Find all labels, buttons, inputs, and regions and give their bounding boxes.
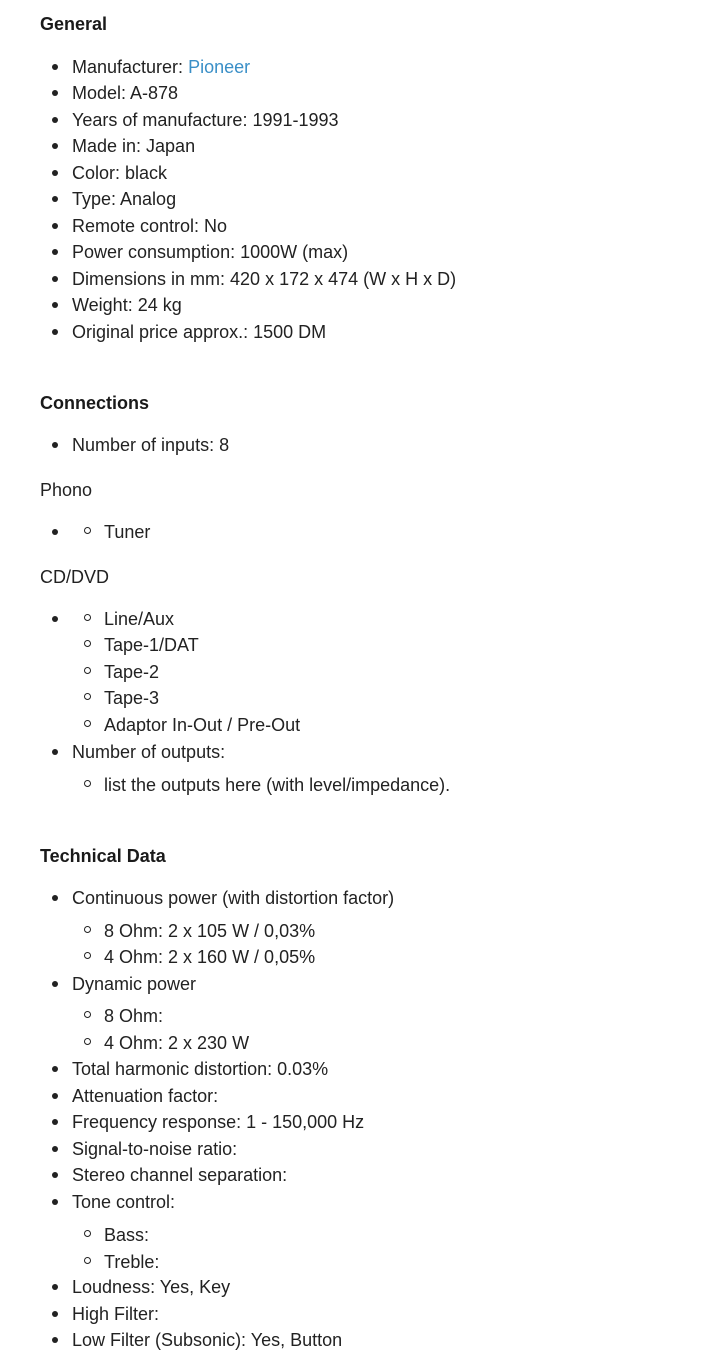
bullet — [52, 143, 58, 149]
list-item: Remote control: No — [72, 216, 228, 236]
paragraph-cd-dvd: CD/DVD — [40, 567, 110, 587]
sub-bullet — [84, 1011, 91, 1018]
sub-bullet — [84, 667, 91, 674]
list-item: Frequency response: 1 - 150,000 Hz — [72, 1112, 365, 1132]
bullet — [52, 1172, 58, 1178]
sub-bullet — [84, 720, 91, 727]
sub-list-item: 4 Ohm: 2 x 160 W / 0,05% — [104, 947, 316, 967]
manufacturer-link[interactable]: Pioneer — [188, 57, 251, 77]
sub-bullet — [84, 926, 91, 933]
bullet — [52, 90, 58, 96]
heading-connections: Connections — [40, 393, 150, 413]
sub-list-item: 8 Ohm: — [104, 1006, 164, 1026]
bullet — [52, 1337, 58, 1343]
sub-list-item: Tuner — [104, 522, 151, 542]
list-item: Loudness: Yes, Key — [72, 1277, 231, 1297]
sub-list-item: Bass: — [104, 1225, 150, 1245]
list-item: Total harmonic distortion: 0.03% — [72, 1059, 329, 1079]
bullet — [52, 981, 58, 987]
sub-list-item: Adaptor In-Out / Pre-Out — [104, 715, 301, 735]
list-item: Power consumption: 1000W (max) — [72, 242, 349, 262]
sub-bullet — [84, 1038, 91, 1045]
bullet — [52, 276, 58, 282]
list-item: Continuous power (with distortion factor) — [72, 888, 395, 908]
sub-list-item: list the outputs here (with level/impedance). — [104, 775, 451, 795]
bullet — [52, 302, 58, 308]
bullet — [52, 616, 58, 622]
list-item: Model: A-878 — [72, 83, 179, 103]
list-item: Color: black — [72, 163, 168, 183]
bullet — [52, 1093, 58, 1099]
sub-bullet — [84, 1257, 91, 1264]
bullet — [52, 1199, 58, 1205]
list-item: Attenuation factor: — [72, 1086, 219, 1106]
bullet — [52, 64, 58, 70]
list-item: Signal-to-noise ratio: — [72, 1139, 238, 1159]
bullet — [52, 1284, 58, 1290]
bullet — [52, 749, 58, 755]
list-item: Dynamic power — [72, 974, 197, 994]
paragraph-phono: Phono — [40, 480, 93, 500]
bullet — [52, 329, 58, 335]
bullet — [52, 1311, 58, 1317]
list-item: Made in: Japan — [72, 136, 196, 156]
list-item: Dimensions in mm: 420 x 172 x 474 (W x H x D) — [72, 269, 457, 289]
list-item: Type: Analog — [72, 189, 177, 209]
heading-general: General — [40, 14, 108, 34]
list-item: Low Filter (Subsonic): Yes, Button — [72, 1330, 343, 1350]
bullet — [52, 1146, 58, 1152]
sub-list-item: 8 Ohm: 2 x 105 W / 0,03% — [104, 921, 316, 941]
list-item: Years of manufacture: 1991-1993 — [72, 110, 339, 130]
sub-bullet — [84, 780, 91, 787]
bullet — [52, 170, 58, 176]
list-item: Weight: 24 kg — [72, 295, 182, 315]
bullet — [52, 196, 58, 202]
bullet — [52, 895, 58, 901]
sub-bullet — [84, 614, 91, 621]
bullet — [52, 249, 58, 255]
sub-list-item: Tape-2 — [104, 662, 160, 682]
sub-list-item: Line/Aux — [104, 609, 175, 629]
sub-bullet — [84, 640, 91, 647]
list-item: Number of inputs: 8 — [72, 435, 230, 455]
sub-list-item: Tape-3 — [104, 688, 160, 708]
list-item: Original price approx.: 1500 DM — [72, 322, 327, 342]
bullet — [52, 223, 58, 229]
list-item: High Filter: — [72, 1304, 160, 1324]
list-item: Stereo channel separation: — [72, 1165, 288, 1185]
sub-bullet — [84, 1230, 91, 1237]
manufacturer-label: Manufacturer: — [72, 57, 189, 77]
list-item — [72, 56, 250, 78]
bullet — [52, 117, 58, 123]
list-item: Number of outputs: — [72, 742, 226, 762]
bullet — [52, 529, 58, 535]
bullet — [52, 442, 58, 448]
sub-bullet — [84, 693, 91, 700]
sub-list-item: 4 Ohm: 2 x 230 W — [104, 1033, 250, 1053]
bullet — [52, 1119, 58, 1125]
list-item: Tone control: — [72, 1192, 176, 1212]
sub-list-item: Treble: — [104, 1252, 160, 1272]
sub-bullet — [84, 527, 91, 534]
heading-technical-data: Technical Data — [40, 846, 166, 866]
bullet — [52, 1066, 58, 1072]
sub-list-item: Tape-1/DAT — [104, 635, 199, 655]
sub-bullet — [84, 952, 91, 959]
